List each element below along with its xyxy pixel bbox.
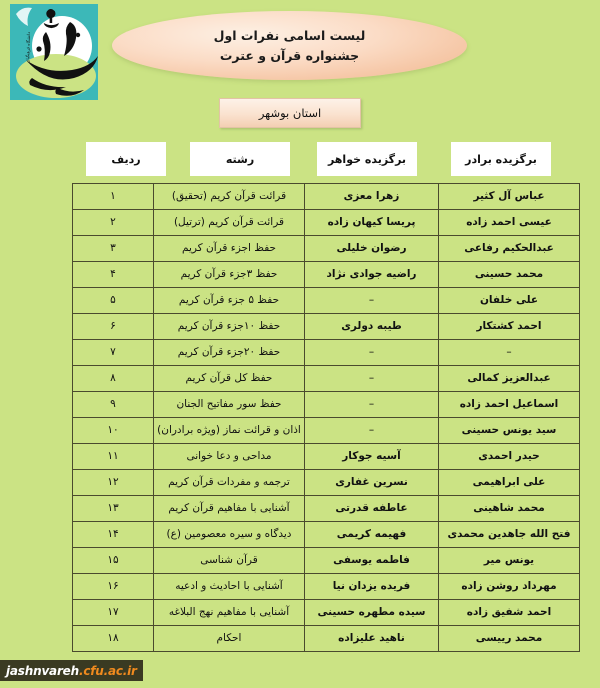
cell-brother: محمد رییسی (439, 626, 580, 652)
cell-field: دیدگاه و سیره معصومین (ع) (154, 522, 305, 548)
table-row (73, 392, 580, 418)
table-row (73, 496, 580, 522)
cell-sister: نسرین غفاری (305, 470, 439, 496)
cell-brother: علی خلفان (439, 288, 580, 314)
cell-field: حفظ سور مفاتیح الجنان (154, 392, 305, 418)
cell-sister: فهیمه کریمی (305, 522, 439, 548)
cell-field: قرائت قرآن کریم (تحقیق) (154, 184, 305, 210)
cell-brother: مهرداد روشن زاده (439, 574, 580, 600)
page-title-banner (112, 11, 467, 80)
cell-number: ۱۲ (73, 470, 154, 496)
cell-number: ۷ (73, 340, 154, 366)
cell-number: ۱۳ (73, 496, 154, 522)
cell-field: ترجمه و مفردات قرآن کریم (154, 470, 305, 496)
logo-artwork (6, 2, 106, 110)
cell-field: احکام (154, 626, 305, 652)
page-title-line-1: لیست اسامی نفرات اول (213, 28, 366, 44)
cell-brother: اسماعیل احمد زاده (439, 392, 580, 418)
cell-sister: – (305, 366, 439, 392)
cell-field: حفظ ۱۰جزء قرآن کریم (154, 314, 305, 340)
cell-brother: حیدر احمدی (439, 444, 580, 470)
cell-sister: – (305, 288, 439, 314)
table-row (73, 522, 580, 548)
cell-brother: محمد حسینی (439, 262, 580, 288)
province-label: استان بوشهر (258, 106, 322, 120)
cell-field: مداحی و دعا خوانی (154, 444, 305, 470)
province-badge (219, 98, 361, 128)
table-row (73, 470, 580, 496)
table-row (73, 418, 580, 444)
table-row (73, 340, 580, 366)
page-title-line-2: جشنواره قرآن و عترت (219, 47, 360, 63)
cell-number: ۱۶ (73, 574, 154, 600)
cell-number: ۴ (73, 262, 154, 288)
column-header-sister: برگزیده خواهر (317, 142, 417, 176)
cell-brother: عیسی احمد زاده (439, 210, 580, 236)
table-row (73, 288, 580, 314)
cell-field: آشنایی با مفاهیم قرآن کریم (154, 496, 305, 522)
cell-number: ۱۵ (73, 548, 154, 574)
cell-field: حفظ ۵ جزء قرآن کریم (154, 288, 305, 314)
cell-sister: – (305, 392, 439, 418)
column-header-brother: برگزیده برادر (451, 142, 551, 176)
cell-brother: علی ابراهیمی (439, 470, 580, 496)
cell-sister: راضیه جوادی نژاد (305, 262, 439, 288)
cell-number: ۶ (73, 314, 154, 340)
site-url-badge[interactable] (0, 660, 143, 681)
festival-logo (6, 2, 106, 110)
cell-sister: سیده مطهره حسینی (305, 600, 439, 626)
cell-brother: احمد شفیق زاده (439, 600, 580, 626)
cell-brother: – (439, 340, 580, 366)
cell-field: قرائت قرآن کریم (ترتیل) (154, 210, 305, 236)
cell-brother: یونس میر (439, 548, 580, 574)
cell-field: حفظ کل قرآن کریم (154, 366, 305, 392)
site-url-name: jashnvareh (6, 663, 79, 678)
cell-number: ۱۸ (73, 626, 154, 652)
cell-number: ۲ (73, 210, 154, 236)
table-row (73, 548, 580, 574)
header-spacer-1 (417, 142, 451, 176)
cell-brother: عبدالعزیز کمالی (439, 366, 580, 392)
cell-sister: – (305, 418, 439, 444)
winners-table (72, 183, 580, 652)
cell-sister: – (305, 340, 439, 366)
table-row (73, 314, 580, 340)
cell-sister: آسیه جوکار (305, 444, 439, 470)
cell-sister: فریده یزدان نیا (305, 574, 439, 600)
cell-brother: سید یونس حسینی (439, 418, 580, 444)
cell-number: ۱۷ (73, 600, 154, 626)
column-header-number: ردیف (86, 142, 166, 176)
cell-sister: ناهید علیزاده (305, 626, 439, 652)
cell-number: ۵ (73, 288, 154, 314)
table-row (73, 236, 580, 262)
cell-brother: عباس آل کثیر (439, 184, 580, 210)
table-header-row (72, 142, 551, 176)
cell-number: ۱۱ (73, 444, 154, 470)
column-header-field: رشته (190, 142, 290, 176)
cell-field: آشنایی با مفاهیم نهج البلاغه (154, 600, 305, 626)
cell-sister: طیبه دولری (305, 314, 439, 340)
cell-field: حفظ ۲۰جزء قرآن کریم (154, 340, 305, 366)
table-row (73, 600, 580, 626)
cell-number: ۱ (73, 184, 154, 210)
cell-sister: فاطمه یوسفی (305, 548, 439, 574)
table-row (73, 184, 580, 210)
table-row (73, 262, 580, 288)
cell-sister: زهرا معزی (305, 184, 439, 210)
cell-number: ۱۰ (73, 418, 154, 444)
cell-number: ۹ (73, 392, 154, 418)
cell-brother: فتح الله جاهدین محمدی (439, 522, 580, 548)
winners-table-body (73, 184, 580, 652)
cell-field: آشنایی با احادیث و ادعیه (154, 574, 305, 600)
header-spacer-2 (290, 142, 317, 176)
cell-sister: پریسا کیهان زاده (305, 210, 439, 236)
cell-field: اذان و قرائت نماز (ویژه برادران) (154, 418, 305, 444)
cell-field: قرآن شناسی (154, 548, 305, 574)
table-row (73, 444, 580, 470)
site-url-domain: .cfu.ac.ir (78, 663, 137, 678)
cell-number: ۳ (73, 236, 154, 262)
cell-brother: محمد شاهینی (439, 496, 580, 522)
svg-text:دانشگاه فرهنگیان: دانشگاه فرهنگیان (24, 31, 31, 63)
header-spacer-3 (166, 142, 190, 176)
table-row (73, 626, 580, 652)
cell-field: حفظ اجزء قرآن کریم (154, 236, 305, 262)
cell-field: حفظ ۳جزء قرآن کریم (154, 262, 305, 288)
cell-sister: عاطفه قدرتی (305, 496, 439, 522)
cell-number: ۱۴ (73, 522, 154, 548)
table-row (73, 574, 580, 600)
cell-sister: رضوان خلیلی (305, 236, 439, 262)
table-row (73, 366, 580, 392)
table-row (73, 210, 580, 236)
cell-brother: احمد کشتکار (439, 314, 580, 340)
cell-number: ۸ (73, 366, 154, 392)
cell-brother: عبدالحکیم رفاعی (439, 236, 580, 262)
